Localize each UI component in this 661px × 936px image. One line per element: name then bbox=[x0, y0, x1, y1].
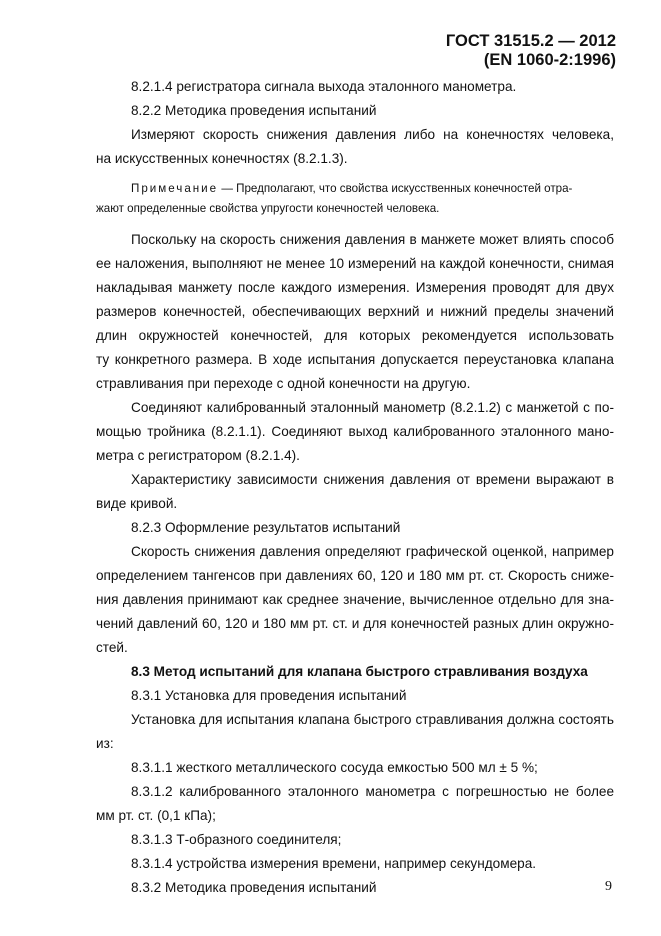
note-line bbox=[131, 180, 614, 198]
text-line: метра с регистратором (8.2.1.4). bbox=[96, 448, 300, 463]
standard-number: ГОСТ 31515.2 — 2012 bbox=[445, 32, 616, 50]
list-item: 8.3.1.2 калиброванного эталонного манометра с погрешностью не более bbox=[131, 784, 614, 799]
text-line: Соединяют калиброванный эталонный манометр (8.2.1.2) с манжетой с по- bbox=[131, 400, 614, 415]
list-item: 8.3.1.1 жесткого металлического сосуда емкостью 500 мл ± 5 %; bbox=[131, 760, 538, 775]
text-line: стравливания при переходе с одной конечности на другую. bbox=[96, 376, 471, 391]
section-heading-8-3: 8.3 Метод испытаний для клапана быстрого стравливания воздуха bbox=[131, 664, 588, 679]
text-line: стей. bbox=[96, 640, 128, 655]
text-line: Характеристику зависимости снижения давления от времени выражают в bbox=[131, 472, 614, 487]
note-text: — Предполагают, что свойства искусственных конечностей отра- bbox=[218, 182, 573, 195]
text-line: Скорость снижения давления определяют графической оценкой, например bbox=[131, 544, 614, 559]
section-heading-8-3-2: 8.3.2 Методика проведения испытаний bbox=[131, 880, 377, 895]
text-line: 8.2.1.4 регистратора сигнала выхода эталонного манометра. bbox=[131, 79, 517, 94]
text-line: чений давлений 60, 120 и 180 мм рт. ст. и для конечностей разных длин окружно- bbox=[96, 616, 614, 631]
page-number: 9 bbox=[605, 879, 612, 894]
text-line: из: bbox=[96, 736, 114, 751]
list-item: 8.3.1.4 устройства измерения времени, например секундомера. bbox=[131, 856, 537, 871]
text-line: виде кривой. bbox=[96, 496, 178, 511]
text-line: мощью тройника (8.2.1.1). Соединяют выход калиброванного эталонного мано- bbox=[96, 424, 614, 439]
text-line: Измеряют скорость снижения давления либо на конечностях человека, bbox=[131, 127, 614, 142]
text-line: на искусственных конечностях (8.2.1.3). bbox=[96, 151, 348, 166]
text-line: длин окружностей конечностей, для которых рекомендуется использовать bbox=[96, 328, 614, 343]
text-line: Поскольку на скорость снижения давления в манжете может влиять способ bbox=[131, 232, 614, 247]
list-item: 8.3.1.3 Т-образного соединителя; bbox=[131, 832, 342, 847]
text-line: мм рт. ст. (0,1 кПа); bbox=[96, 808, 216, 823]
text-line: Установка для испытания клапана быстрого стравливания должна состоять bbox=[131, 712, 614, 727]
document-header bbox=[446, 32, 616, 70]
note-line: жают определенные свойства упругости конечностей человека. bbox=[96, 202, 440, 215]
text-line: размеров конечностей, обеспечивающих верхний и нижний пределы значений bbox=[96, 304, 614, 319]
text-line: ту конкретного размера. В ходе испытания допускается переустановка клапана bbox=[96, 352, 614, 367]
text-line: ния давления принимают как среднее значение, вычисленное отдельно для зна- bbox=[96, 592, 614, 607]
standard-equivalent: (EN 1060-2:1996) bbox=[483, 51, 616, 69]
section-heading-8-2-3: 8.2.3 Оформление результатов испытаний bbox=[131, 520, 401, 535]
text-line: определением тангенсов при давлениях 60, 120 и 180 мм рт. ст. Скорость сниже- bbox=[96, 568, 614, 583]
text-line: накладывая манжету после каждого измерения. Измерения проводят для двух bbox=[96, 280, 614, 295]
text-line: ее наложения, выполняют не менее 10 измерений на каждой конечности, снимая bbox=[96, 256, 614, 271]
note-label: Примечание bbox=[131, 182, 219, 195]
section-heading-8-2-2: 8.2.2 Методика проведения испытаний bbox=[131, 103, 377, 118]
section-heading-8-3-1: 8.3.1 Установка для проведения испытаний bbox=[131, 688, 407, 703]
